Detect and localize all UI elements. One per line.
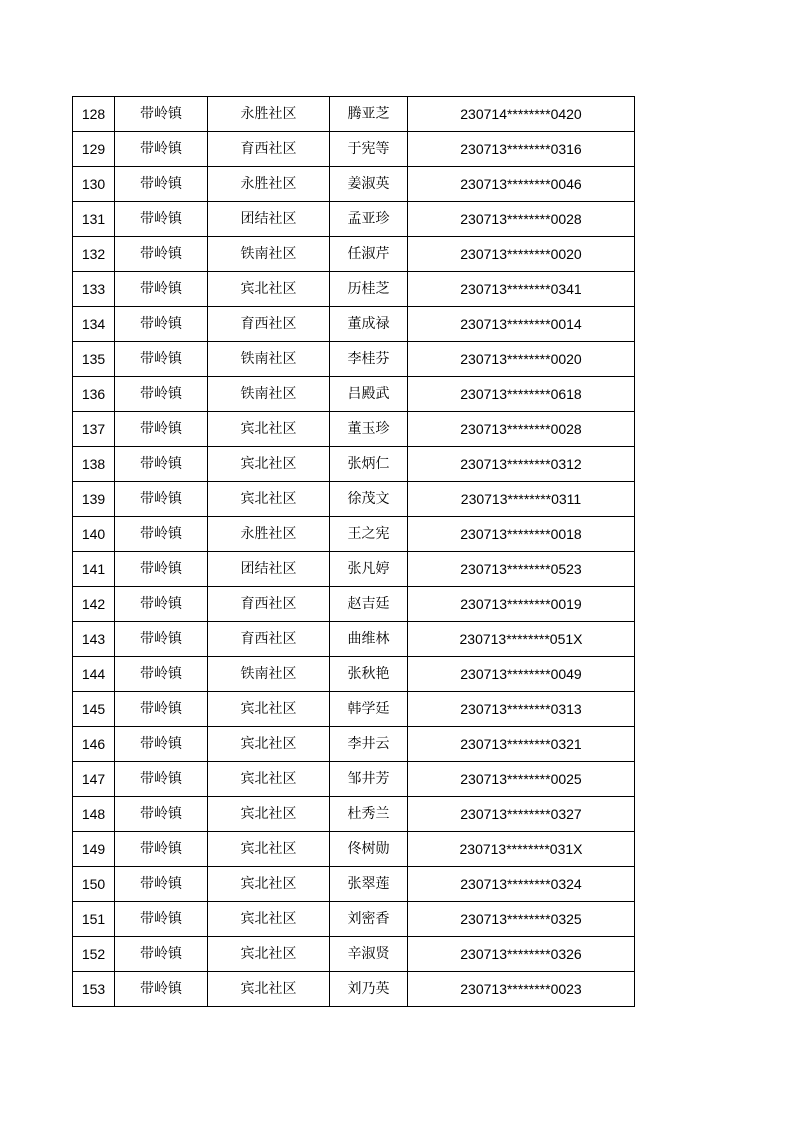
- table-row: [73, 237, 635, 272]
- id-number-cell: 230713********0326: [408, 937, 635, 972]
- town-cell: 带岭镇: [115, 517, 208, 552]
- roster-table-body: [73, 97, 635, 1007]
- id-number-cell: 230713********0028: [408, 202, 635, 237]
- person-name-cell: 历桂芝: [330, 272, 408, 307]
- row-number-cell: 151: [73, 902, 115, 937]
- row-number-cell: 145: [73, 692, 115, 727]
- person-name-cell: 孟亚珍: [330, 202, 408, 237]
- id-number-cell: 230713********0325: [408, 902, 635, 937]
- person-name-cell: 邹井芳: [330, 762, 408, 797]
- person-name-cell: 刘乃英: [330, 972, 408, 1007]
- town-cell: 带岭镇: [115, 132, 208, 167]
- community-cell: 永胜社区: [208, 517, 330, 552]
- community-cell: 永胜社区: [208, 97, 330, 132]
- person-name-cell: 辛淑贤: [330, 937, 408, 972]
- id-number-cell: 230713********0311: [408, 482, 635, 517]
- id-number-cell: 230713********0025: [408, 762, 635, 797]
- town-cell: 带岭镇: [115, 202, 208, 237]
- community-cell: 育西社区: [208, 132, 330, 167]
- row-number-cell: 132: [73, 237, 115, 272]
- person-name-cell: 刘密香: [330, 902, 408, 937]
- table-row: [73, 482, 635, 517]
- id-number-cell: 230713********0523: [408, 552, 635, 587]
- table-row: [73, 692, 635, 727]
- person-name-cell: 王之宪: [330, 517, 408, 552]
- table-row: [73, 902, 635, 937]
- town-cell: 带岭镇: [115, 482, 208, 517]
- community-cell: 宾北社区: [208, 272, 330, 307]
- town-cell: 带岭镇: [115, 307, 208, 342]
- community-cell: 宾北社区: [208, 902, 330, 937]
- id-number-cell: 230713********0327: [408, 797, 635, 832]
- id-number-cell: 230713********0321: [408, 727, 635, 762]
- row-number-cell: 146: [73, 727, 115, 762]
- table-row: [73, 832, 635, 867]
- community-cell: 宾北社区: [208, 447, 330, 482]
- row-number-cell: 143: [73, 622, 115, 657]
- town-cell: 带岭镇: [115, 552, 208, 587]
- table-row: [73, 97, 635, 132]
- table-row: [73, 762, 635, 797]
- table-row: [73, 202, 635, 237]
- community-cell: 永胜社区: [208, 167, 330, 202]
- community-cell: 宾北社区: [208, 972, 330, 1007]
- person-name-cell: 于宪等: [330, 132, 408, 167]
- community-cell: 宾北社区: [208, 762, 330, 797]
- community-cell: 铁南社区: [208, 377, 330, 412]
- town-cell: 带岭镇: [115, 237, 208, 272]
- community-cell: 宾北社区: [208, 482, 330, 517]
- community-cell: 育西社区: [208, 307, 330, 342]
- community-cell: 铁南社区: [208, 237, 330, 272]
- row-number-cell: 153: [73, 972, 115, 1007]
- person-name-cell: 任淑芹: [330, 237, 408, 272]
- town-cell: 带岭镇: [115, 797, 208, 832]
- person-name-cell: 李桂芬: [330, 342, 408, 377]
- row-number-cell: 131: [73, 202, 115, 237]
- table-row: [73, 587, 635, 622]
- person-name-cell: 佟树勋: [330, 832, 408, 867]
- table-row: [73, 552, 635, 587]
- row-number-cell: 150: [73, 867, 115, 902]
- id-number-cell: 230713********0316: [408, 132, 635, 167]
- row-number-cell: 134: [73, 307, 115, 342]
- row-number-cell: 139: [73, 482, 115, 517]
- town-cell: 带岭镇: [115, 867, 208, 902]
- row-number-cell: 137: [73, 412, 115, 447]
- row-number-cell: 152: [73, 937, 115, 972]
- person-name-cell: 杜秀兰: [330, 797, 408, 832]
- row-number-cell: 129: [73, 132, 115, 167]
- roster-table: [72, 96, 635, 1007]
- row-number-cell: 149: [73, 832, 115, 867]
- row-number-cell: 133: [73, 272, 115, 307]
- person-name-cell: 张翠莲: [330, 867, 408, 902]
- town-cell: 带岭镇: [115, 727, 208, 762]
- community-cell: 团结社区: [208, 552, 330, 587]
- table-row: [73, 447, 635, 482]
- table-row: [73, 937, 635, 972]
- id-number-cell: 230713********0020: [408, 342, 635, 377]
- id-number-cell: 230713********0046: [408, 167, 635, 202]
- community-cell: 团结社区: [208, 202, 330, 237]
- town-cell: 带岭镇: [115, 762, 208, 797]
- table-row: [73, 132, 635, 167]
- community-cell: 宾北社区: [208, 727, 330, 762]
- table-row: [73, 342, 635, 377]
- table-row: [73, 412, 635, 447]
- id-number-cell: 230713********0313: [408, 692, 635, 727]
- person-name-cell: 曲维林: [330, 622, 408, 657]
- table-row: [73, 867, 635, 902]
- person-name-cell: 李井云: [330, 727, 408, 762]
- row-number-cell: 141: [73, 552, 115, 587]
- town-cell: 带岭镇: [115, 447, 208, 482]
- id-number-cell: 230713********0018: [408, 517, 635, 552]
- person-name-cell: 张炳仁: [330, 447, 408, 482]
- row-number-cell: 142: [73, 587, 115, 622]
- id-number-cell: 230713********0023: [408, 972, 635, 1007]
- id-number-cell: 230713********0028: [408, 412, 635, 447]
- town-cell: 带岭镇: [115, 587, 208, 622]
- id-number-cell: 230713********051X: [408, 622, 635, 657]
- community-cell: 宾北社区: [208, 692, 330, 727]
- row-number-cell: 128: [73, 97, 115, 132]
- community-cell: 宾北社区: [208, 867, 330, 902]
- town-cell: 带岭镇: [115, 657, 208, 692]
- community-cell: 铁南社区: [208, 657, 330, 692]
- id-number-cell: 230713********0618: [408, 377, 635, 412]
- row-number-cell: 144: [73, 657, 115, 692]
- table-row: [73, 972, 635, 1007]
- person-name-cell: 徐茂文: [330, 482, 408, 517]
- id-number-cell: 230713********0020: [408, 237, 635, 272]
- town-cell: 带岭镇: [115, 412, 208, 447]
- table-row: [73, 797, 635, 832]
- row-number-cell: 147: [73, 762, 115, 797]
- table-row: [73, 727, 635, 762]
- community-cell: 育西社区: [208, 587, 330, 622]
- row-number-cell: 140: [73, 517, 115, 552]
- community-cell: 铁南社区: [208, 342, 330, 377]
- table-row: [73, 657, 635, 692]
- town-cell: 带岭镇: [115, 167, 208, 202]
- town-cell: 带岭镇: [115, 622, 208, 657]
- town-cell: 带岭镇: [115, 937, 208, 972]
- id-number-cell: 230713********0014: [408, 307, 635, 342]
- person-name-cell: 董成禄: [330, 307, 408, 342]
- row-number-cell: 148: [73, 797, 115, 832]
- community-cell: 宾北社区: [208, 797, 330, 832]
- person-name-cell: 吕殿武: [330, 377, 408, 412]
- person-name-cell: 张秋艳: [330, 657, 408, 692]
- table-row: [73, 307, 635, 342]
- id-number-cell: 230713********0049: [408, 657, 635, 692]
- person-name-cell: 姜淑英: [330, 167, 408, 202]
- town-cell: 带岭镇: [115, 832, 208, 867]
- table-row: [73, 622, 635, 657]
- town-cell: 带岭镇: [115, 272, 208, 307]
- community-cell: 育西社区: [208, 622, 330, 657]
- id-number-cell: 230713********0324: [408, 867, 635, 902]
- id-number-cell: 230714********0420: [408, 97, 635, 132]
- id-number-cell: 230713********031X: [408, 832, 635, 867]
- row-number-cell: 135: [73, 342, 115, 377]
- table-row: [73, 517, 635, 552]
- community-cell: 宾北社区: [208, 412, 330, 447]
- row-number-cell: 130: [73, 167, 115, 202]
- town-cell: 带岭镇: [115, 692, 208, 727]
- town-cell: 带岭镇: [115, 377, 208, 412]
- table-row: [73, 272, 635, 307]
- person-name-cell: 张凡婷: [330, 552, 408, 587]
- person-name-cell: 腾亚芝: [330, 97, 408, 132]
- person-name-cell: 韩学廷: [330, 692, 408, 727]
- person-name-cell: 赵吉廷: [330, 587, 408, 622]
- id-number-cell: 230713********0312: [408, 447, 635, 482]
- id-number-cell: 230713********0341: [408, 272, 635, 307]
- town-cell: 带岭镇: [115, 342, 208, 377]
- town-cell: 带岭镇: [115, 902, 208, 937]
- table-row: [73, 167, 635, 202]
- person-name-cell: 董玉珍: [330, 412, 408, 447]
- community-cell: 宾北社区: [208, 832, 330, 867]
- row-number-cell: 138: [73, 447, 115, 482]
- row-number-cell: 136: [73, 377, 115, 412]
- town-cell: 带岭镇: [115, 972, 208, 1007]
- community-cell: 宾北社区: [208, 937, 330, 972]
- town-cell: 带岭镇: [115, 97, 208, 132]
- table-row: [73, 377, 635, 412]
- id-number-cell: 230713********0019: [408, 587, 635, 622]
